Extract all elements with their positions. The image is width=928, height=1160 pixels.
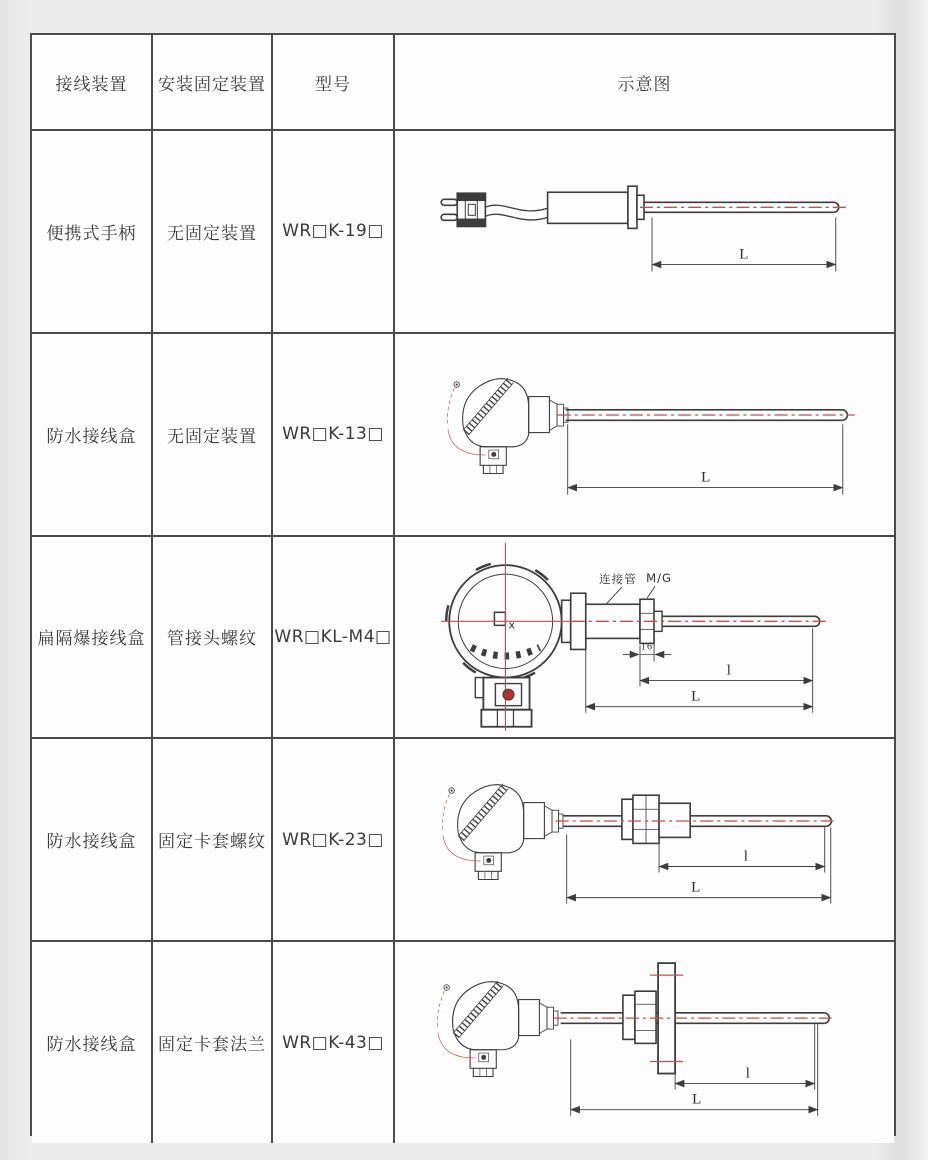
terminal-head-icon [442,784,562,880]
connection-tube-label: 连接管 [599,571,637,586]
diagram-waterproof-head-probe [395,334,894,535]
connection-tube-leader [607,587,622,603]
header-cell-mounting-device: 安装固定装置 [153,35,273,131]
compression-fitting [623,991,656,1043]
cell-mount-row3: 管接头螺纹 [153,537,273,740]
cell-diagram-row2 [395,334,894,537]
dimension-L-label: L [739,246,750,263]
cell-mount-row5: 固定卡套法兰 [153,942,273,1143]
dimension-l-label: l [726,662,732,679]
dimension-l-label: l [743,848,749,865]
dimension-L-label: L [691,688,702,705]
cell-diagram-row1 [395,131,894,334]
cell-mount-row4: 固定卡套螺纹 [153,739,273,942]
ex-mark-label: x [508,617,517,631]
dimension-L-label: L [692,1091,703,1108]
gland-screw-dot [503,689,514,700]
cell-device-row5: 防水接线盒 [32,942,153,1143]
dimension-L [652,217,836,271]
handle [548,186,644,228]
compression-fitting [622,796,690,844]
cell-device-row3: 扁隔爆接线盒 [32,537,153,740]
dimension-l-label: l [745,1065,752,1082]
diagram-compression-flange [395,942,894,1143]
cell-mount-row1: 无固定装置 [153,131,273,334]
cell-model-row2: WR□K-13□ [273,334,395,537]
header-cell-wiring-device: 接线装置 [32,35,153,131]
cable [485,205,547,220]
cell-device-row2: 防水接线盒 [32,334,153,537]
cell-mount-row2: 无固定装置 [153,334,273,537]
terminal-head-icon [437,981,557,1077]
cell-device-row4: 防水接线盒 [32,739,153,942]
cell-model-row5: WR□K-43□ [273,942,395,1143]
thread-mg-leader [647,586,655,598]
thermocouple-plug-icon [441,193,485,226]
dimension-16-label: 16 [640,641,654,653]
cell-model-row1: WR□K-19□ [273,131,395,334]
cell-model-row3: WR□KL-M4□ [273,537,395,740]
cell-diagram-row3 [395,537,894,740]
cell-diagram-row5 [395,942,894,1143]
diagram-portable-handle-probe [395,131,894,332]
thread-mg-label: M/G [646,570,672,585]
diagram-flameproof-head [395,537,894,738]
dimension-L-label: L [701,469,712,486]
terminal-head-icon [448,378,568,474]
cell-model-row4: WR□K-23□ [273,739,395,942]
cell-diagram-row4 [395,739,894,942]
spec-table [30,33,896,1136]
header-cell-model: 型号 [273,35,395,131]
diagram-compression-thread [395,739,894,940]
cell-device-row1: 便携式手柄 [32,131,153,334]
dimension-L-label: L [691,879,702,896]
header-cell-schematic: 示意图 [395,35,894,131]
